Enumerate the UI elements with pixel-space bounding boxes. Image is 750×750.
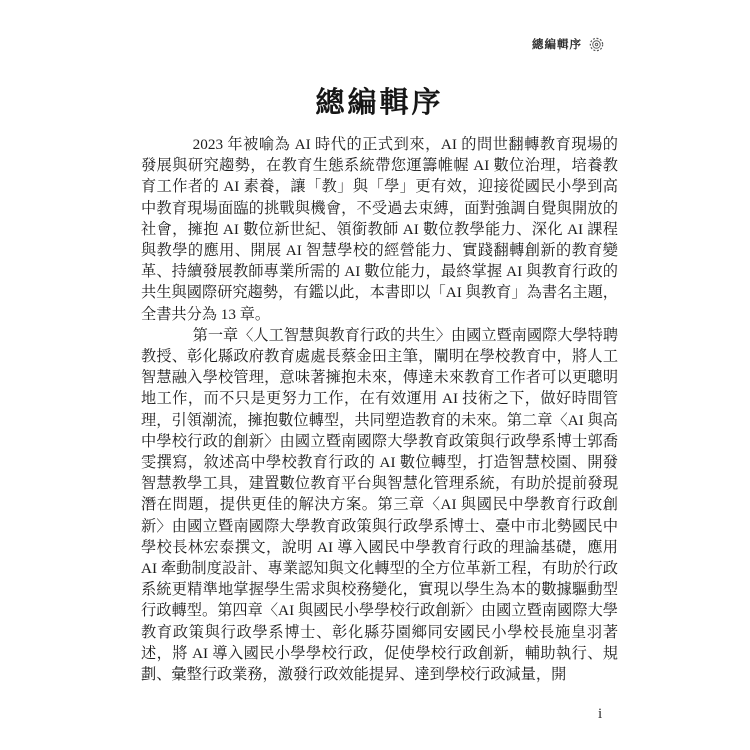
preface-paragraph-1: 2023 年被喻為 AI 時代的正式到來，AI 的問世翻轉教育現場的發展與研究趨勢，在教育生態系統帶您運籌帷幄 AI 數位治理，培養教育工作者的 AI 素養，讓「教」與「學」更有效，迎接從國民小學到高中教育現場面臨的挑戰與機會，不受過去束縛，面對強調自覺與開放的社會，擁抱 AI 數位新世紀、領銜教師 AI 數位教學能力、深化 AI 課程與教學的應用、開展 AI 智慧學校的經營能力、實踐翻轉創新的教育變革、持續發展教師專業所需的 AI 數位能力，最終掌握 AI 與教育行政的共生與國際研究趨勢，有鑑以此，本書即以「AI 與教育」為書名主題，全書共分為 13 章。 <box>141 136 618 323</box>
running-header <box>532 36 604 52</box>
preface-paragraph-2: 第一章〈人工智慧與教育行政的共生〉由國立暨南國際大學特聘教授、彰化縣政府教育處處長蔡金田主筆，闡明在學校教育中，將人工智慧融入學校管理，意味著擁抱未來，傳達未來教育工作者可以更聰明地工作，而不只是更努力工作，在有效運用 AI 技術之下，做好時間管理，引領潮流，擁抱數位轉型，共同塑造教育的未來。第二章〈AI 與高中學校行政的創新〉由國立暨南國際大學教育政策與行政學系博士郭喬雯撰寫，敘述高中學校教育行政的 AI 數位轉型，打造智慧校園、開發智慧教學工具，建置數位教育平台與智慧化管理系統，有助於提前發現潛在問題，提供更佳的解決方案。第三章〈AI 與國民中學教育行政創新〉由國立暨南國際大學教育政策與行政學系博士、臺中市北勢國民中學校長林宏泰撰文，說明 AI 導入國民中學教育行政的理論基礎，應用 AI 牽動制度設計、專業認知與文化轉型的全方位革新工程，有助於行政系統更精準地掌握學生需求與校務變化，實現以學生為本的數據驅動型行政轉型。第四章〈AI 與國民小學學校行政創新〉由國立暨南國際大學教育政策與行政學系博士、彰化縣芬園鄉同安國民小學校長施皇羽著述，將 AI 導入國民小學學校行政，促使學校行政創新，輔助執行、規劃、彙整行政業務，激發行政效能提昇、達到學校行政減量，開 <box>141 326 618 684</box>
running-header-label: 總編輯序 <box>532 39 582 51</box>
preface-body <box>141 134 618 685</box>
page-title: 總編輯序 <box>315 87 444 119</box>
page-number: i <box>598 706 603 722</box>
ornament-stamp-icon <box>589 37 604 52</box>
